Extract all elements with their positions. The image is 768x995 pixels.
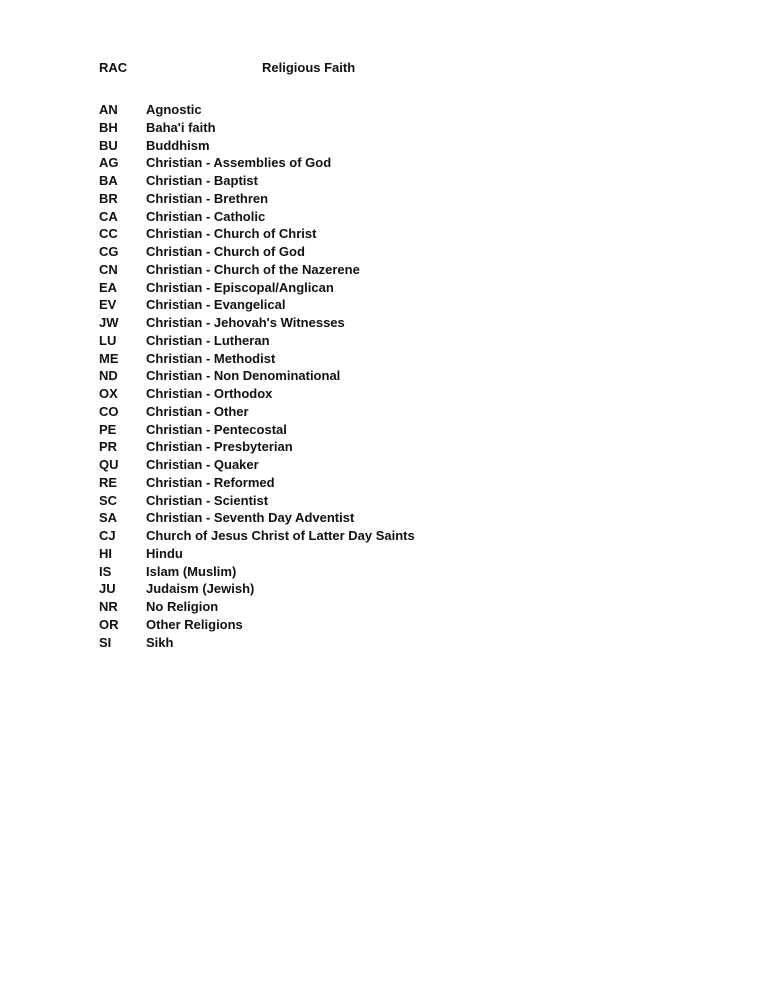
faith-description: Christian - Orthodox — [146, 386, 273, 401]
faith-column-header: Religious Faith — [262, 60, 356, 75]
faith-code: BH — [99, 119, 118, 135]
table-row — [99, 350, 519, 368]
faith-code: ME — [99, 350, 119, 366]
table-row — [99, 598, 519, 616]
table-row — [99, 190, 519, 208]
faith-description: Christian - Church of Christ — [146, 226, 317, 242]
table-row — [99, 119, 519, 137]
table-row — [99, 101, 519, 119]
faith-code: PE — [99, 421, 117, 437]
faith-description: Christian - Methodist — [146, 350, 276, 366]
table-row — [99, 527, 519, 545]
faith-code: AG — [99, 155, 119, 171]
faith-description: Christian - Quaker — [146, 457, 259, 472]
table-row — [99, 332, 519, 350]
faith-description: Christian - Seventh Day Adventist — [146, 510, 355, 526]
table-row — [99, 456, 519, 474]
faith-code: CJ — [99, 528, 116, 543]
faith-description: Sikh — [146, 634, 174, 650]
faith-code: EA — [99, 279, 118, 295]
table-row — [99, 545, 519, 563]
faith-description: Islam (Muslim) — [146, 563, 237, 579]
faith-description: Christian - Presbyterian — [146, 439, 293, 455]
table-row — [99, 279, 519, 297]
table-row — [99, 314, 519, 332]
faith-description: Baha'i faith — [146, 119, 216, 135]
faith-description: Christian - Assemblies of God — [146, 155, 332, 171]
faith-code: IS — [99, 563, 112, 579]
faith-description: Christian - Church of the Nazerene — [146, 261, 360, 277]
faith-description: Hindu — [146, 545, 183, 561]
table-row — [99, 616, 519, 634]
faith-code: JW — [99, 315, 119, 330]
table-row — [99, 137, 519, 155]
faith-description: Christian - Other — [146, 403, 249, 419]
table-row — [99, 403, 519, 421]
faith-code: BA — [99, 173, 118, 188]
table-row — [99, 438, 519, 456]
faith-code: OR — [99, 616, 119, 632]
table-row — [99, 634, 519, 652]
faith-description: Agnostic — [146, 102, 202, 117]
table-row — [99, 172, 519, 190]
faith-description: No Religion — [146, 599, 219, 614]
faith-code: CA — [99, 208, 118, 224]
code-column-header: RAC — [99, 60, 128, 75]
table-header — [99, 59, 499, 77]
faith-code: JU — [99, 581, 116, 597]
faith-code-table — [99, 101, 519, 651]
faith-description: Christian - Episcopal/Anglican — [146, 279, 334, 295]
faith-code: RE — [99, 474, 118, 490]
faith-description: Buddhism — [146, 137, 210, 153]
faith-code: BU — [99, 137, 118, 153]
faith-description: Christian - Scientist — [146, 492, 269, 508]
faith-description: Christian - Pentecostal — [146, 421, 287, 437]
faith-code: SA — [99, 510, 118, 526]
faith-code: NR — [99, 599, 118, 614]
table-row — [99, 385, 519, 403]
faith-description: Church of Jesus Christ of Latter Day Saints — [146, 528, 415, 543]
faith-description: Christian - Catholic — [146, 208, 266, 224]
faith-description: Christian - Evangelical — [146, 297, 286, 313]
table-row — [99, 563, 519, 581]
table-row — [99, 261, 519, 279]
faith-code: LU — [99, 332, 117, 348]
faith-description: Christian - Reformed — [146, 474, 275, 490]
faith-code: QU — [99, 457, 119, 472]
table-row — [99, 243, 519, 261]
faith-description: Other Religions — [146, 616, 243, 632]
table-row — [99, 474, 519, 492]
faith-code: SC — [99, 492, 118, 508]
faith-code: ND — [99, 368, 118, 384]
faith-code: CN — [99, 261, 118, 277]
faith-description: Christian - Baptist — [146, 173, 258, 188]
faith-code: HI — [99, 545, 112, 561]
faith-code: CG — [99, 244, 119, 259]
table-row — [99, 154, 519, 172]
faith-description: Christian - Lutheran — [146, 332, 270, 348]
faith-code: SI — [99, 634, 112, 650]
table-row — [99, 509, 519, 527]
faith-code: EV — [99, 297, 117, 313]
faith-code: CC — [99, 226, 118, 242]
table-row — [99, 580, 519, 598]
faith-description: Christian - Jehovah's Witnesses — [146, 315, 345, 330]
faith-description: Judaism (Jewish) — [146, 581, 255, 597]
table-row — [99, 421, 519, 439]
faith-description: Christian - Church of God — [146, 244, 305, 259]
table-row — [99, 208, 519, 226]
faith-description: Christian - Brethren — [146, 190, 269, 206]
faith-code: CO — [99, 403, 119, 419]
faith-code: PR — [99, 439, 118, 455]
table-row — [99, 296, 519, 314]
faith-description: Christian - Non Denominational — [146, 368, 341, 384]
table-row — [99, 492, 519, 510]
table-row — [99, 225, 519, 243]
table-row — [99, 367, 519, 385]
faith-code: BR — [99, 190, 118, 206]
faith-code: OX — [99, 386, 118, 401]
faith-code: AN — [99, 102, 118, 117]
